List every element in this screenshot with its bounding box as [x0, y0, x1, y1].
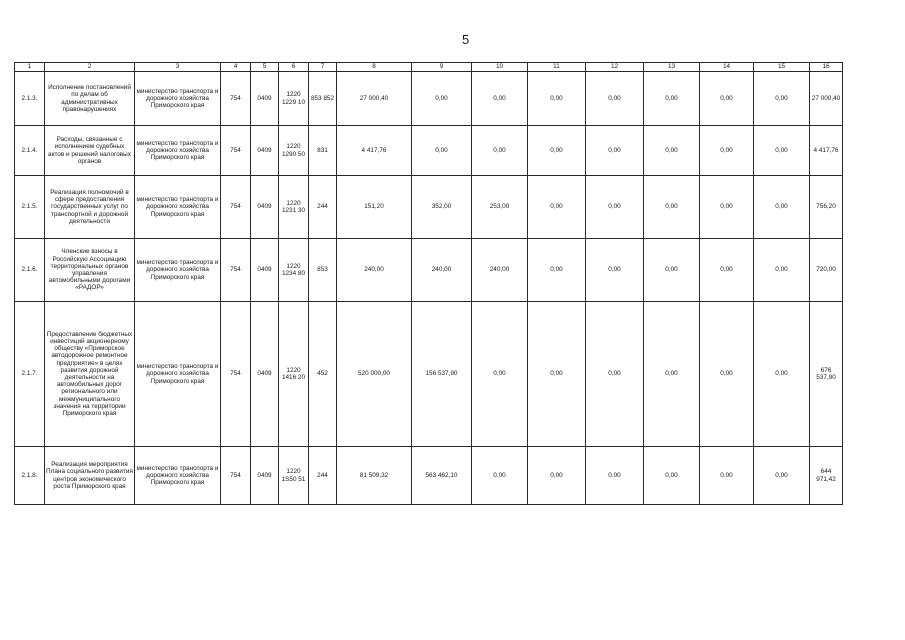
header-cell: 15: [754, 63, 810, 72]
header-cell: 6: [279, 63, 309, 72]
amount-col-11-cell: 0,00: [528, 72, 586, 126]
row-number-cell: 2.1.3.: [15, 72, 45, 126]
expense-type-cell: 831: [309, 126, 337, 176]
measure-name-cell: Реализация полномочий в сфере предоставления государственных услуг по транспортной и дорожной деятельности: [45, 176, 135, 239]
target-article-cell: 1220 1S50 51: [279, 447, 309, 505]
expense-type-cell: 853 852: [309, 72, 337, 126]
header-cell: 1: [15, 63, 45, 72]
header-cell: 8: [337, 63, 412, 72]
amount-col-10-cell: 0,00: [472, 126, 528, 176]
executor-cell: министерство транспорта и дорожного хозяйства Приморского края: [135, 176, 221, 239]
amount-col-13-cell: 0,00: [644, 126, 700, 176]
header-cell: 13: [644, 63, 700, 72]
amount-col-14-cell: 0,00: [700, 447, 754, 505]
header-cell: 7: [309, 63, 337, 72]
expense-type-cell: 244: [309, 447, 337, 505]
page-number: 5: [462, 32, 470, 47]
header-cell: 12: [586, 63, 644, 72]
table-row: [15, 126, 843, 176]
amount-col-15-cell: 0,00: [754, 72, 810, 126]
executor-cell: министерство транспорта и дорожного хозяйства Приморского края: [135, 302, 221, 447]
measure-name-cell: Реализация мероприятия Плана социального развития центров экономического роста Приморского края: [45, 447, 135, 505]
measure-name-cell: Членские взносы в Российскую Ассоциацию территориальных органов управления автомобильными дорогами «РАДОР»: [45, 239, 135, 302]
amount-col-8-cell: 4 417,76: [337, 126, 412, 176]
amount-col-11-cell: 0,00: [528, 176, 586, 239]
total-amount-cell: 644 971,42: [810, 447, 843, 505]
header-cell: 3: [135, 63, 221, 72]
amount-col-10-cell: 0,00: [472, 72, 528, 126]
amount-col-9-cell: 0,00: [412, 72, 472, 126]
section-code-cell: 0409: [251, 72, 279, 126]
amount-col-8-cell: 151,20: [337, 176, 412, 239]
measure-name-cell: Расходы, связанные с исполнением судебных актов и решений налоговых органов: [45, 126, 135, 176]
row-number-cell: 2.1.5.: [15, 176, 45, 239]
target-article-cell: 1220 1234 80: [279, 239, 309, 302]
amount-col-15-cell: 0,00: [754, 176, 810, 239]
expense-type-cell: 244: [309, 176, 337, 239]
amount-col-14-cell: 0,00: [700, 176, 754, 239]
row-number-cell: 2.1.8.: [15, 447, 45, 505]
amount-col-13-cell: 0,00: [644, 447, 700, 505]
header-cell: 14: [700, 63, 754, 72]
row-number-cell: 2.1.6.: [15, 239, 45, 302]
amount-col-15-cell: 0,00: [754, 302, 810, 447]
total-amount-cell: 27 000,40: [810, 72, 843, 126]
measure-name-cell: Исполнение постановлений по делам об административных правонарушениях: [45, 72, 135, 126]
ministry-code-cell: 754: [221, 239, 251, 302]
executor-cell: министерство транспорта и дорожного хозяйства Приморского края: [135, 126, 221, 176]
ministry-code-cell: 754: [221, 447, 251, 505]
amount-col-12-cell: 0,00: [586, 447, 644, 505]
table-row: [15, 176, 843, 239]
amount-col-15-cell: 0,00: [754, 126, 810, 176]
expense-type-cell: 452: [309, 302, 337, 447]
amount-col-9-cell: 563 462,10: [412, 447, 472, 505]
amount-col-12-cell: 0,00: [586, 302, 644, 447]
section-code-cell: 0409: [251, 447, 279, 505]
amount-col-9-cell: 352,00: [412, 176, 472, 239]
amount-col-10-cell: 0,00: [472, 447, 528, 505]
amount-col-14-cell: 0,00: [700, 126, 754, 176]
header-row: [15, 63, 843, 72]
amount-col-12-cell: 0,00: [586, 72, 644, 126]
amount-col-8-cell: 240,00: [337, 239, 412, 302]
amount-col-11-cell: 0,00: [528, 126, 586, 176]
amount-col-14-cell: 0,00: [700, 239, 754, 302]
amount-col-11-cell: 0,00: [528, 239, 586, 302]
target-article-cell: 1220 1290 50: [279, 126, 309, 176]
header-cell: 2: [45, 63, 135, 72]
amount-col-15-cell: 0,00: [754, 239, 810, 302]
expense-type-cell: 853: [309, 239, 337, 302]
header-cell: 4: [221, 63, 251, 72]
ministry-code-cell: 754: [221, 302, 251, 447]
ministry-code-cell: 754: [221, 72, 251, 126]
amount-col-12-cell: 0,00: [586, 239, 644, 302]
amount-col-12-cell: 0,00: [586, 126, 644, 176]
header-cell: 16: [810, 63, 843, 72]
amount-col-9-cell: 0,00: [412, 126, 472, 176]
amount-col-10-cell: 0,00: [472, 302, 528, 447]
header-cell: 9: [412, 63, 472, 72]
target-article-cell: 1220 1416 20: [279, 302, 309, 447]
total-amount-cell: 4 417,76: [810, 126, 843, 176]
header-cell: 11: [528, 63, 586, 72]
measure-name-cell: Предоставление бюджетных инвестиций акционерному обществу «Приморское автодорожное ремонтное предприятие» в целях развития дорожной деятельности на автомобильных дорог регионального или межмуниципального значения на территории Приморского края: [45, 302, 135, 447]
amount-col-12-cell: 0,00: [586, 176, 644, 239]
amount-col-13-cell: 0,00: [644, 239, 700, 302]
amount-col-9-cell: 156 537,90: [412, 302, 472, 447]
amount-col-14-cell: 0,00: [700, 302, 754, 447]
budget-table: [14, 62, 843, 505]
executor-cell: министерство транспорта и дорожного хозяйства Приморского края: [135, 72, 221, 126]
amount-col-11-cell: 0,00: [528, 447, 586, 505]
header-cell: 5: [251, 63, 279, 72]
row-number-cell: 2.1.7.: [15, 302, 45, 447]
ministry-code-cell: 754: [221, 126, 251, 176]
amount-col-14-cell: 0,00: [700, 72, 754, 126]
amount-col-9-cell: 240,00: [412, 239, 472, 302]
executor-cell: министерство транспорта и дорожного хозяйства Приморского края: [135, 239, 221, 302]
amount-col-13-cell: 0,00: [644, 176, 700, 239]
target-article-cell: 1220 1229 10: [279, 72, 309, 126]
amount-col-13-cell: 0,00: [644, 72, 700, 126]
total-amount-cell: 756,20: [810, 176, 843, 239]
amount-col-15-cell: 0,00: [754, 447, 810, 505]
header-cell: 10: [472, 63, 528, 72]
table-row: [15, 72, 843, 126]
amount-col-10-cell: 240,00: [472, 239, 528, 302]
amount-col-8-cell: 520 000,00: [337, 302, 412, 447]
amount-col-8-cell: 27 000,40: [337, 72, 412, 126]
amount-col-8-cell: 81 509,32: [337, 447, 412, 505]
target-article-cell: 1220 1231 30: [279, 176, 309, 239]
section-code-cell: 0409: [251, 126, 279, 176]
amount-col-11-cell: 0,00: [528, 302, 586, 447]
table-row: [15, 447, 843, 505]
section-code-cell: 0409: [251, 302, 279, 447]
total-amount-cell: 676 537,90: [810, 302, 843, 447]
section-code-cell: 0409: [251, 176, 279, 239]
amount-col-13-cell: 0,00: [644, 302, 700, 447]
total-amount-cell: 720,00: [810, 239, 843, 302]
amount-col-10-cell: 253,00: [472, 176, 528, 239]
ministry-code-cell: 754: [221, 176, 251, 239]
row-number-cell: 2.1.4.: [15, 126, 45, 176]
table-row: [15, 239, 843, 302]
section-code-cell: 0409: [251, 239, 279, 302]
executor-cell: министерство транспорта и дорожного хозяйства Приморского края: [135, 447, 221, 505]
table-row: [15, 302, 843, 447]
